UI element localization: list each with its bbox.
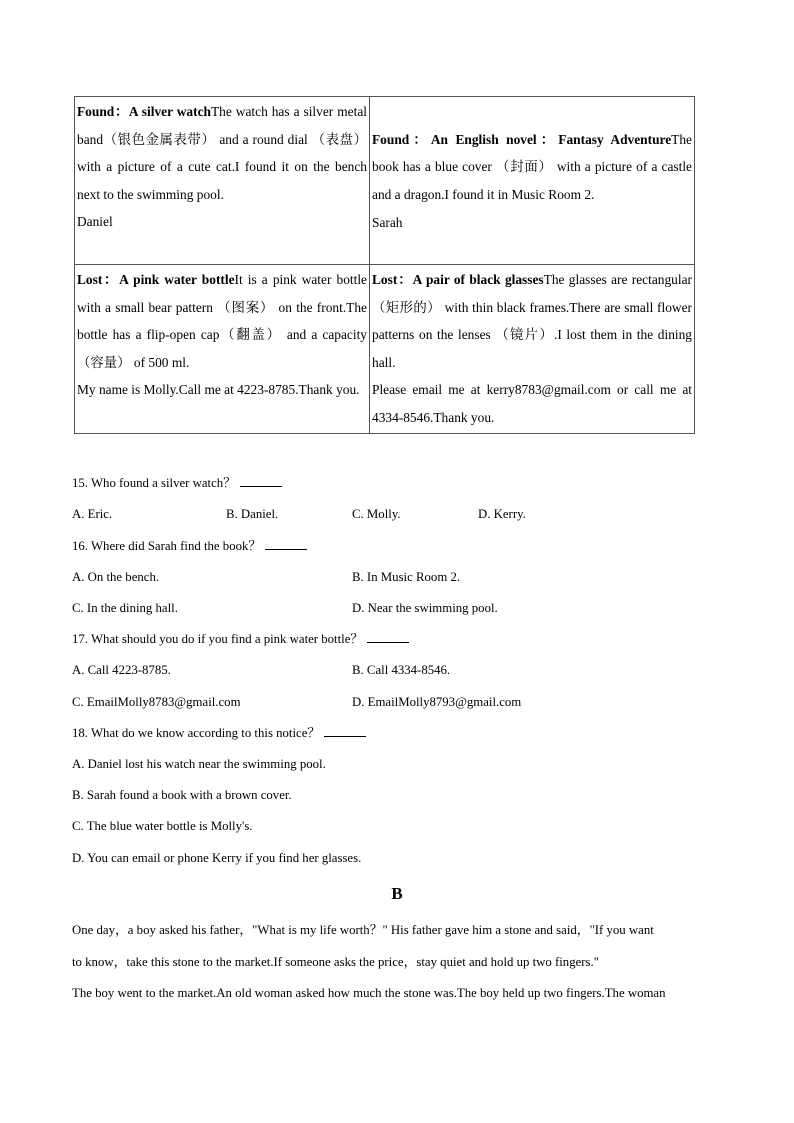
question-16 [72, 538, 307, 554]
notice-heading: Found：An English novel：Fantasy Adventure [372, 131, 672, 147]
option-16-c: C. In the dining hall. [72, 601, 178, 615]
option-17-c: C. EmailMolly8783@gmail.com [72, 695, 241, 709]
option-15-a: A. Eric. [72, 507, 113, 521]
passage-line-3: The boy went to the market.An old woman asked how much the stone was.The boy held up two fingers.The woman [72, 986, 666, 1000]
option-15-d: D. Kerry. [478, 507, 526, 521]
option-15-c: C. Molly. [352, 507, 401, 521]
answer-blank [265, 538, 307, 550]
notice-body: It is a pink water bottle with a small bear pattern （图案） on the front.The bottle has a flip-open cap（翻盖） and a capacity （容量） of 500 ml. [77, 272, 367, 370]
section-b-heading: B [391, 884, 403, 903]
option-18-d: D. You can email or phone Kerry if you find her glasses. [72, 851, 362, 865]
question-text: 15. Who found a silver watch？ [72, 476, 236, 490]
answer-blank [240, 475, 282, 487]
notice-contact: My name is Molly.Call me at 4223-8785.Thank you. [77, 382, 360, 398]
answer-blank [367, 631, 409, 643]
notice-body: The book has a blue cover （封面） with a picture of a castle and a dragon.I found it in Music Room 2. [372, 131, 692, 202]
question-text: 17. What should you do if you find a pink water bottle？ [72, 632, 364, 646]
option-17-d: D. EmailMolly8793@gmail.com [352, 695, 522, 709]
notice-heading: Lost：A pink water bottle [77, 272, 235, 287]
question-15 [72, 475, 282, 491]
passage-line-1: One day，a boy asked his father，"What is my life worth？" His father gave him a stone and said，"If you want [72, 923, 654, 937]
notice-heading: Lost：A pair of black glasses [372, 272, 544, 287]
option-16-a: A. On the bench. [72, 570, 160, 584]
notice-signature: Daniel [77, 214, 113, 230]
option-18-b: B. Sarah found a book with a brown cover. [72, 788, 292, 802]
passage-line-2: to know，take this stone to the market.If someone asks the price，stay quiet and hold up two fingers." [72, 955, 599, 969]
question-text: 16. Where did Sarah find the book？ [72, 539, 262, 553]
option-15-b: B. Daniel. [226, 507, 279, 521]
option-16-b: B. In Music Room 2. [352, 570, 461, 584]
question-text: 18. What do we know according to this notice？ [72, 726, 321, 740]
notice-body: The watch has a silver metal band（银色金属表带） and a round dial （表盘） with a picture of a cute cat.I found it on the bench next to the swimming pool. [77, 104, 367, 202]
notice-body: The glasses are rectangular （矩形的） with thin black frames.There are small flower patterns on the lenses （镜片）.I lost them in the dining hall. [372, 272, 692, 370]
option-17-a: A. Call 4223-8785. [72, 663, 171, 677]
notice-heading: Found：A silver watch [77, 104, 211, 119]
question-18 [72, 725, 366, 741]
notice-lost-glasses [370, 265, 695, 434]
option-18-c: C. The blue water bottle is Molly's. [72, 819, 253, 833]
notice-lost-bottle [75, 265, 370, 434]
option-17-b: B. Call 4334-8546. [352, 663, 451, 677]
answer-blank [324, 725, 366, 737]
notice-found-novel [370, 97, 695, 265]
option-16-d: D. Near the swimming pool. [352, 601, 498, 615]
notice-found-watch [75, 97, 370, 265]
notice-contact: Please email me at kerry8783@gmail.com or call me at 4334-8546.Thank you. [372, 382, 692, 425]
question-17 [72, 631, 409, 647]
notice-signature: Sarah [372, 214, 403, 230]
option-18-a: A. Daniel lost his watch near the swimming pool. [72, 757, 326, 771]
notice-table [74, 96, 695, 434]
